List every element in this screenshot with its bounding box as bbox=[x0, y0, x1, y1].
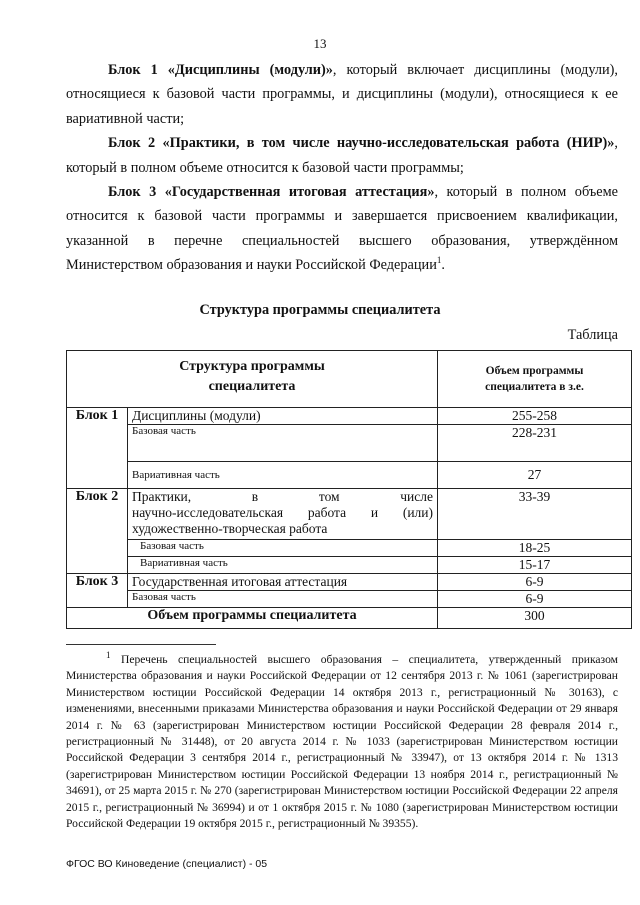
paragraph-block-3 bbox=[66, 180, 618, 278]
table-caption: Таблица bbox=[567, 327, 618, 343]
footnote-reference[interactable]: 1 bbox=[436, 255, 442, 266]
block-1-var-value: 27 bbox=[438, 462, 632, 489]
block-2-value: 33-39 bbox=[438, 489, 632, 540]
block-1-label: Блок 1 bbox=[67, 408, 128, 489]
footnote-text: Перечень специальностей высшего образования – специалитета, утвержденный приказом Министерства образования и науки Российской Федерации от 12 сентября 2013 г. № 1061 (зарегистрирован Министерством юстиции Российской Федерации 14 октября 2013 г., регистрационный № 30163), с изменениями, внесенными приказами Министерства образования и науки Российской Федерации от 29 января 2014 г. № 63 (зарегистрирован Министерством юстиции Российской Федерации 28 февраля 2014 г., регистрационный № 31448), от 20 августа 2014 г. № 1033 (зарегистрирован Министерством юстиции Российской Федерации 3 сентября 2014 г., регистрационный № 33947), от 13 октября 2014 г. № 1313 (зарегистрирован Министерством юстиции Российской Федерации 13 ноября 2014 г., регистрационный № 34691), от 25 марта 2015 г. № 270 (зарегистрирован Министерством юстиции Российской Федерации 22 апреля 2015 г., регистрационный № 36994) и от 1 октября 2015 г. № 1080 (зарегистрирован Министерством юстиции Российской Федерации 19 октября 2015 г., регистрационный № 39355). bbox=[66, 653, 618, 831]
footnote-mark: 1 bbox=[106, 650, 111, 661]
table-row bbox=[67, 540, 632, 557]
table-row bbox=[67, 574, 632, 591]
block-3-name: Государственная итоговая аттестация bbox=[128, 574, 438, 591]
block-1-description: , который включает дисциплины (модули), относящиеся к базовой части программы, и дисциплины (модули), относящиеся к ее вариативной части; bbox=[66, 62, 618, 127]
block-2-var-value: 15-17 bbox=[438, 557, 632, 574]
block-2-name bbox=[128, 489, 438, 540]
block-1-base-label: Базовая часть bbox=[128, 425, 438, 462]
block-2-name-line3: художественно-творческая работа bbox=[132, 521, 328, 536]
table-row bbox=[67, 408, 632, 425]
block-2-base-label: Базовая часть bbox=[128, 540, 438, 557]
footnote bbox=[66, 652, 618, 832]
block-1-heading: Блок 1 «Дисциплины (модули)» bbox=[108, 62, 333, 78]
page-footer: ФГОС ВО Киноведение (специалист) - 05 bbox=[66, 858, 268, 870]
footnote-divider bbox=[66, 644, 216, 645]
header-volume-cell bbox=[438, 351, 632, 408]
block-1-var-label: Вариативная часть bbox=[128, 462, 438, 489]
block-2-heading: Блок 2 «Практики, в том числе научно-исследовательская работа (НИР)» bbox=[108, 135, 615, 152]
program-structure-table bbox=[66, 350, 632, 629]
page-number: 13 bbox=[313, 36, 327, 51]
table-row bbox=[67, 425, 632, 462]
block-1-value: 255-258 bbox=[438, 408, 632, 425]
paragraph-block-1 bbox=[66, 58, 618, 131]
table-row bbox=[67, 462, 632, 489]
block-3-tail: . bbox=[441, 257, 445, 274]
block-3-description: , который в полном объеме относится к базовой части программы и завершается присвоением квалификации, указанной в перечне специальностей высшего образования, утверждённом Министерством образования и науки Российской Федерации bbox=[66, 184, 618, 274]
block-3-base-value: 6-9 bbox=[438, 591, 632, 608]
table-row bbox=[67, 557, 632, 574]
table-row bbox=[67, 591, 632, 608]
block-3-label: Блок 3 bbox=[67, 574, 128, 608]
block-3-base-label: Базовая часть bbox=[128, 591, 438, 608]
table-row bbox=[67, 489, 632, 540]
table-title: Структура программы специалитета bbox=[199, 302, 441, 318]
block-2-description: , который в полном объеме относится к базовой части программы; bbox=[66, 135, 618, 176]
header-structure-cell bbox=[67, 351, 438, 408]
header-volume-line1: Объем программы bbox=[485, 365, 584, 377]
block-2-base-value: 18-25 bbox=[438, 540, 632, 557]
block-2-var-label: Вариативная часть bbox=[128, 557, 438, 574]
header-structure-line1: Структура программы bbox=[179, 359, 325, 374]
body-text bbox=[66, 58, 618, 278]
total-label: Объем программы специалитета bbox=[67, 608, 438, 629]
block-1-name: Дисциплины (модули) bbox=[128, 408, 438, 425]
table-total-row bbox=[67, 608, 632, 629]
block-1-base-value: 228-231 bbox=[438, 425, 632, 462]
block-2-name-line1: Практики, в том числе bbox=[132, 489, 433, 504]
block-3-heading: Блок 3 «Государственная итоговая аттестация» bbox=[108, 184, 435, 201]
block-3-value: 6-9 bbox=[438, 574, 632, 591]
block-2-name-line2: научно-исследовательская работа и (или) bbox=[132, 505, 433, 520]
table-header-row bbox=[67, 351, 632, 408]
header-volume-line2: специалитета в з.е. bbox=[485, 381, 584, 393]
paragraph-block-2 bbox=[66, 131, 618, 180]
header-structure-line2: специалитета bbox=[208, 379, 296, 394]
block-2-label: Блок 2 bbox=[67, 489, 128, 574]
total-value: 300 bbox=[438, 608, 632, 629]
